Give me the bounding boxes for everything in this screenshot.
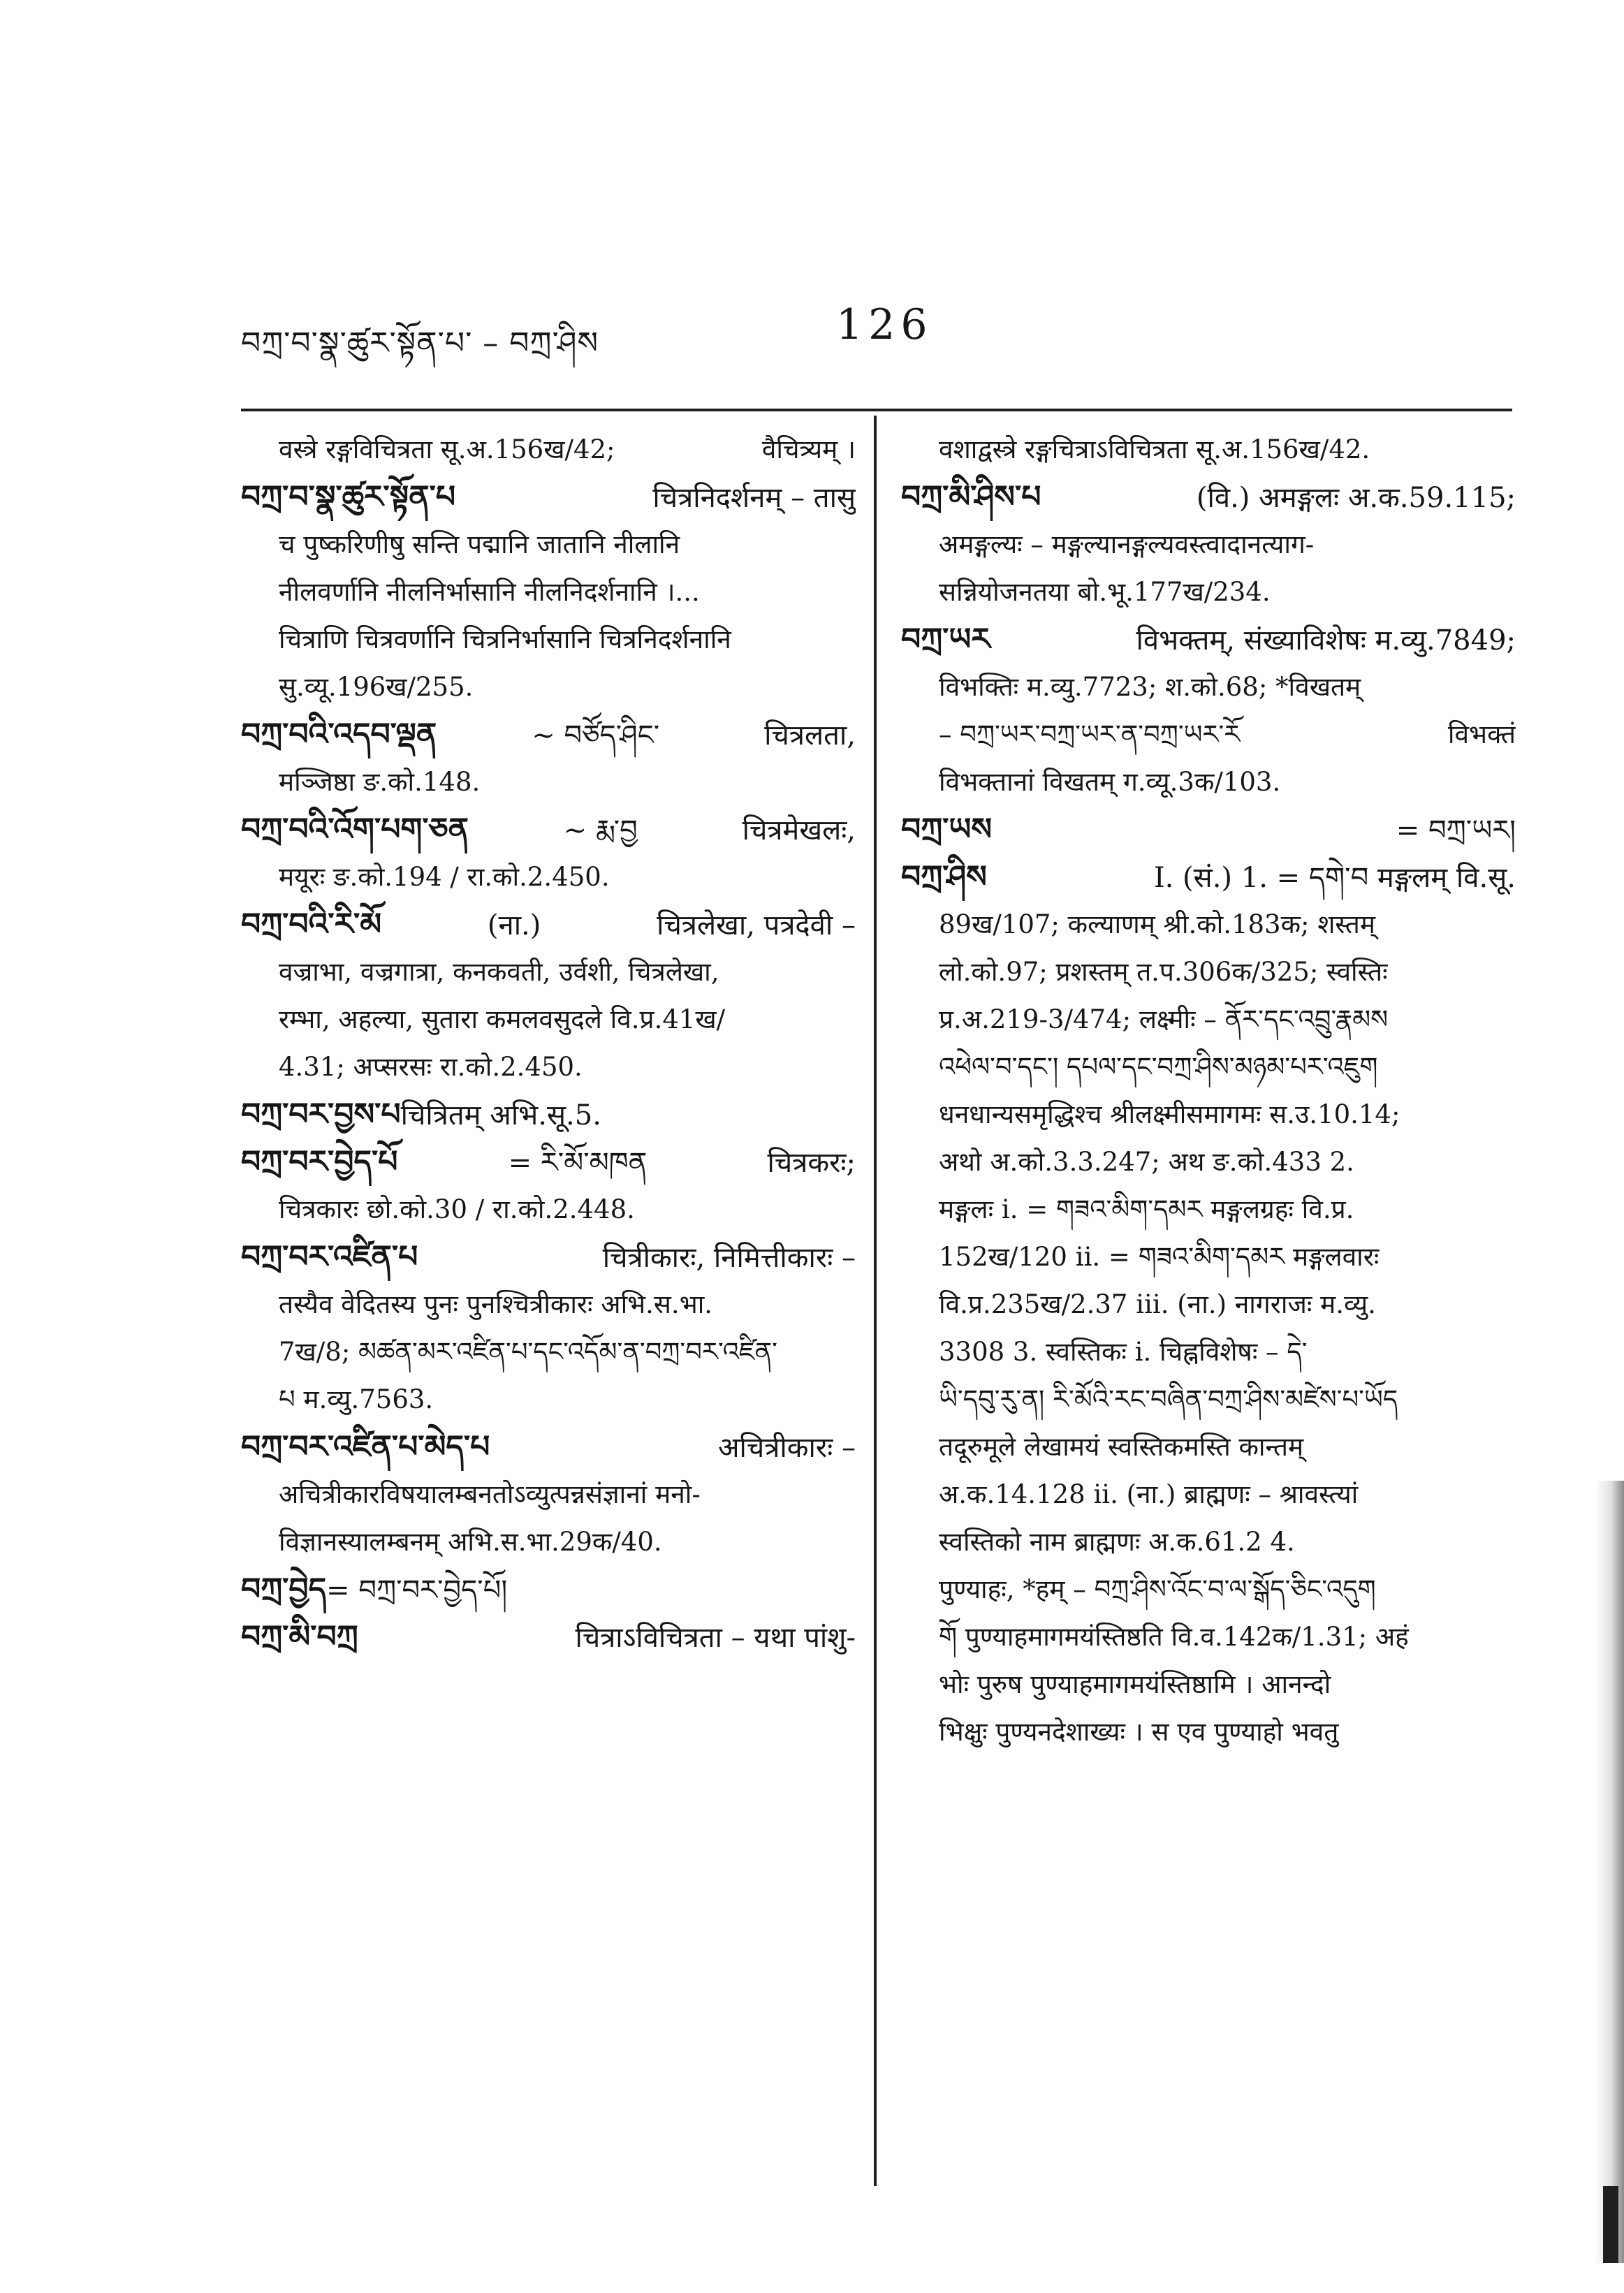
entry-line <box>901 854 1516 901</box>
entry-text: अथो अ.को.3.3.247; अथ ङ.को.433 2. <box>939 1147 1354 1177</box>
entry-text: चित्रीकारः, निमित्तीकारः – <box>602 1242 856 1274</box>
headword: བཀྲ་བྱེད <box>241 1572 327 1607</box>
entry-text: वैचित्र्यम् । <box>761 434 856 464</box>
entry-text: तदूरुमूले लेखामयं स्वस्तिकमस्ति कान्तम् <box>939 1432 1304 1462</box>
header-rule <box>241 409 1512 411</box>
dictionary-entry <box>901 806 1516 854</box>
entry-line <box>901 1566 1516 1613</box>
entry-line <box>901 1423 1516 1471</box>
dictionary-entry <box>241 1613 856 1661</box>
dictionary-entry <box>241 1138 856 1233</box>
entry-line <box>901 806 1516 854</box>
headword: བཀྲ་བའི་འོག་པག་ཅན <box>241 812 469 847</box>
dictionary-entry <box>241 1566 856 1613</box>
entry-text: चित्राणि चित्रवर्णानि चित्रनिर्भासानि चित्रनिदर्शनानि <box>279 624 731 654</box>
entry-text: धनधान्यसमृद्धिश्च श्रीलक्ष्मीसमागमः स.उ.10.14; <box>939 1099 1400 1129</box>
entry-text: = བཀྲ་བར་བྱེད་པོ། <box>326 1574 508 1606</box>
headword: བཀྲ་བར་འཛིན་པ་མེད་པ <box>241 1429 490 1465</box>
entry-text: चित्रमेखलः, <box>742 814 856 847</box>
entry-text: चित्रकारः छो.को.30 / रा.को.2.448. <box>279 1194 635 1224</box>
entry-text: सु.व्यू.196ख/255. <box>279 672 474 702</box>
entry-text: चित्रलेखा, पत्रदेवी – <box>657 909 856 942</box>
entry-line <box>241 521 856 569</box>
dictionary-entry <box>241 426 856 474</box>
entry-text: रम्भा, अहल्या, सुतारा कमलवसुदले वि.प्र.41ख/ <box>279 1004 726 1034</box>
entry-line <box>241 759 856 806</box>
entry-text: अचित्रीकारविषयालम्बनतोऽव्युत्पन्नसंज्ञानां मनो- <box>279 1479 701 1509</box>
entry-text: वशाद्वस्त्रे रङ्गचित्राऽविचित्रता सू.अ.156ख/42. <box>939 434 1370 464</box>
entry-line <box>241 901 856 948</box>
entry-line <box>901 474 1516 521</box>
entry-text: གོ पुण्याहमागमयंस्तिष्ठति वि.व.142क/1.31; अहं <box>939 1622 1409 1652</box>
entry-line <box>901 1281 1516 1328</box>
entry-text: मञ्जिष्ठा ङ.को.148. <box>279 767 481 797</box>
entry-line <box>901 1091 1516 1138</box>
dictionary-entry <box>241 901 856 1091</box>
entry-line <box>241 1471 856 1518</box>
entry-text: ~ བཙོད་ཤིང་ <box>532 719 660 752</box>
entry-text: सन्नियोजनतया बो.भू.177ख/234. <box>939 577 1271 607</box>
dictionary-entry <box>901 474 1516 616</box>
dictionary-entry <box>241 1423 856 1566</box>
dictionary-entry <box>901 854 1516 1756</box>
entry-line <box>901 1376 1516 1423</box>
dictionary-entry <box>901 426 1516 474</box>
entry-text: पुण्याहः, *हम् – བཀྲ་ཤིས་འོང་བ་ལ་སྒོད་ཅིང་འདུག <box>939 1574 1376 1604</box>
entry-text: विभक्तानां विखतम् ग.व्यू.3क/103. <box>939 767 1281 797</box>
entry-line <box>241 474 856 521</box>
entry-line <box>241 1613 856 1661</box>
entry-text: འཕེལ་བ་དང་། དཔལ་དང་བཀྲ་ཤིས་མཉམ་པར་འཇུག <box>939 1052 1378 1082</box>
entry-text: चित्रितम् अभि.सू.5. <box>400 1099 601 1131</box>
entry-line <box>901 1186 1516 1233</box>
entry-text: नीलवर्णानि नीलनिर्भासानि नीलनिदर्शनानि ।... <box>279 577 700 607</box>
headword: བཀྲ་བ་སྣ་ཚུར་སྟོན་པ <box>241 479 456 515</box>
headword: བཀྲ་ཤིས <box>901 859 987 895</box>
entry-line <box>901 901 1516 948</box>
entry-text: अचित्रीकारः – <box>718 1432 856 1464</box>
entry-line <box>241 1138 856 1186</box>
entry-text: (वि.) अमङ्गलः अ.क.59.115; <box>1196 482 1516 514</box>
entry-line <box>241 1566 856 1613</box>
entry-line <box>241 1423 856 1471</box>
entry-text: भोः पुरुष पुण्याहमागमयंस्तिष्ठामि । आनन्दो <box>939 1669 1331 1699</box>
entry-text: अ.क.14.128 ii. (ना.) ब्राह्मणः – श्रावस्त्यां <box>939 1479 1359 1509</box>
entry-line <box>901 569 1516 616</box>
entry-line <box>901 1138 1516 1186</box>
entry-text: मयूरः ङ.को.194 / रा.को.2.450. <box>279 862 610 892</box>
entry-text: चित्रकरः; <box>767 1147 856 1179</box>
entry-text: भिक्षुः पुण्यनदेशाख्यः । स एव पुण्याहो भवतु <box>939 1717 1339 1747</box>
entry-line <box>901 1661 1516 1708</box>
scan-edge-mark <box>1603 2186 1618 2263</box>
entry-text: विभक्तम्, संख्याविशेषः म.व्यु.7849; <box>1136 624 1516 657</box>
entry-text: विज्ञानस्यालम्बनम् अभि.स.भा.29क/40. <box>279 1527 662 1557</box>
entry-line <box>241 711 856 759</box>
entry-text: तस्यैव वेदितस्य पुनः पुनश्चित्रीकारः अभि.स.भा. <box>279 1289 713 1319</box>
entry-line <box>901 759 1516 806</box>
entry-line <box>901 948 1516 996</box>
headword: བཀྲ་བར་བྱས་པ <box>241 1097 401 1132</box>
column-divider <box>874 416 877 2186</box>
entry-line <box>241 948 856 996</box>
entry-text: विभक्तं <box>1447 719 1516 749</box>
entry-line <box>901 521 1516 569</box>
entry-text: (ना.) <box>487 909 541 942</box>
dictionary-entry <box>901 616 1516 806</box>
entry-text: I. (सं.) 1. = དགེ་བ मङ्गलम् वि.सू. <box>1153 862 1516 894</box>
headword: བཀྲ་མི་ཤིས་པ <box>901 479 1041 515</box>
entry-line <box>241 996 856 1043</box>
entry-text: 4.31; अप्सरसः रा.को.2.450. <box>279 1052 583 1082</box>
entry-line <box>901 711 1516 759</box>
entry-text: 7ख/8; མཚན་མར་འཛིན་པ་དང་འདོམ་ན་བཀྲ་བར་འཛིན་ <box>279 1337 777 1367</box>
dictionary-entry <box>241 711 856 806</box>
entry-line <box>901 664 1516 711</box>
headword: བཀྲ་བར་འཛིན་པ <box>241 1239 418 1275</box>
entry-text: चित्राऽविचित्रता – यथा पांशु- <box>575 1622 856 1654</box>
entry-line <box>901 1708 1516 1756</box>
entry-line <box>241 1233 856 1281</box>
headword: བཀྲ་ཡས <box>901 812 993 847</box>
scan-edge-shadow <box>1595 1481 1624 2263</box>
entry-text: 89ख/107; कल्याणम् श्री.को.183क; शस्तम् <box>939 909 1376 939</box>
entry-text: प्र.अ.219-3/474; लक्ष्मीः – ནོར་དང་འབྲུ་རྣམས <box>939 1004 1389 1034</box>
entry-line <box>241 664 856 711</box>
entry-text: लो.को.97; प्रशस्तम् त.प.306क/325; स्वस्तिः <box>939 957 1388 987</box>
entry-line <box>901 1471 1516 1518</box>
running-head <box>241 300 967 361</box>
guide-words: བཀྲ་བ་སྣ་ཚུར་སྟོན་པ་ – བཀྲ་ཤིས <box>241 325 599 361</box>
dictionary-entry <box>241 1233 856 1423</box>
left-column <box>241 426 856 1661</box>
headword: བཀྲ་བར་བྱེད་པོ <box>241 1144 398 1180</box>
entry-line <box>901 1233 1516 1281</box>
entry-line <box>901 426 1516 474</box>
entry-text: = བཀྲ་ཡར། <box>1396 814 1516 847</box>
entry-line <box>901 616 1516 664</box>
entry-line <box>241 1376 856 1423</box>
entry-text: वज्राभा, वज्रगात्रा, कनकवती, उर्वशी, चित्रलेखा, <box>279 957 719 987</box>
entry-line <box>241 1043 856 1091</box>
entry-line <box>901 1043 1516 1091</box>
headword: བཀྲ་བའི་འདབ་ལྡན <box>241 717 437 752</box>
entry-text: – བཀྲ་ཡར་བཀྲ་ཡར་ན་བཀྲ་ཡར་རོ <box>939 719 1241 749</box>
dictionary-entry <box>241 806 856 901</box>
entry-line <box>241 1281 856 1328</box>
headword: བཀྲ་མི་བཀྲ <box>241 1619 358 1655</box>
entry-line <box>901 996 1516 1043</box>
entry-text: वि.प्र.235ख/2.37 iii. (ना.) नागराजः म.व्यु. <box>939 1289 1376 1319</box>
entry-text: विभक्तिः म.व्यु.7723; श.को.68; *विखतम् <box>939 672 1361 702</box>
entry-text: = རི་མོ་མཁན <box>508 1147 648 1179</box>
entry-line <box>241 1186 856 1233</box>
headword: བཀྲ་བའི་རི་མོ <box>241 907 382 942</box>
entry-line <box>241 1518 856 1566</box>
dictionary-entry <box>241 474 856 711</box>
entry-text: अमङ्गल्यः – मङ्गल्यानङ्गल्यवस्त्वादानत्याग- <box>939 529 1315 559</box>
headword: བཀྲ་ཡར <box>901 622 990 657</box>
entry-text: ~ རྨ་བྱ <box>563 814 638 847</box>
right-column <box>901 426 1516 1756</box>
entry-text: चित्रनिदर्शनम् – तासु <box>652 482 856 514</box>
entry-text: वस्त्रे रङ्गविचित्रता सू.अ.156ख/42; <box>279 434 615 464</box>
entry-line <box>241 854 856 901</box>
entry-text: चित्रलता, <box>764 719 856 752</box>
entry-text: च पुष्करिणीषु सन्ति पद्मानि जातानि नीलानि <box>279 529 680 559</box>
entry-line <box>241 1328 856 1376</box>
entry-line <box>241 1091 856 1138</box>
entry-line <box>901 1518 1516 1566</box>
entry-line <box>901 1613 1516 1661</box>
entry-text: ཡི་དབུ་རུ་ན། རི་མོའི་རང་བཞིན་བཀྲ་ཤིས་མཛེས་པ་ཡོད <box>939 1384 1398 1414</box>
entry-line <box>241 569 856 616</box>
entry-text: པ म.व्यु.7563. <box>279 1384 434 1414</box>
entry-text: मङ्गलः i. = གཟའ་མིག་དམར मङ्गलग्रहः वि.प्र. <box>939 1194 1354 1224</box>
entry-line <box>241 806 856 854</box>
entry-line <box>901 1328 1516 1376</box>
entry-text: 152ख/120 ii. = གཟའ་མིག་དམར मङ्गलवारः <box>939 1242 1380 1272</box>
entry-text: स्वस्तिको नाम ब्राह्मणः अ.क.61.2 4. <box>939 1527 1295 1557</box>
entry-text: 3308 3. स्वस्तिकः i. चिह्नविशेषः – དེ་ <box>939 1337 1308 1367</box>
dictionary-entry <box>241 1091 856 1138</box>
entry-line <box>241 616 856 664</box>
entry-line <box>241 426 856 474</box>
page-number: 126 <box>836 300 933 349</box>
